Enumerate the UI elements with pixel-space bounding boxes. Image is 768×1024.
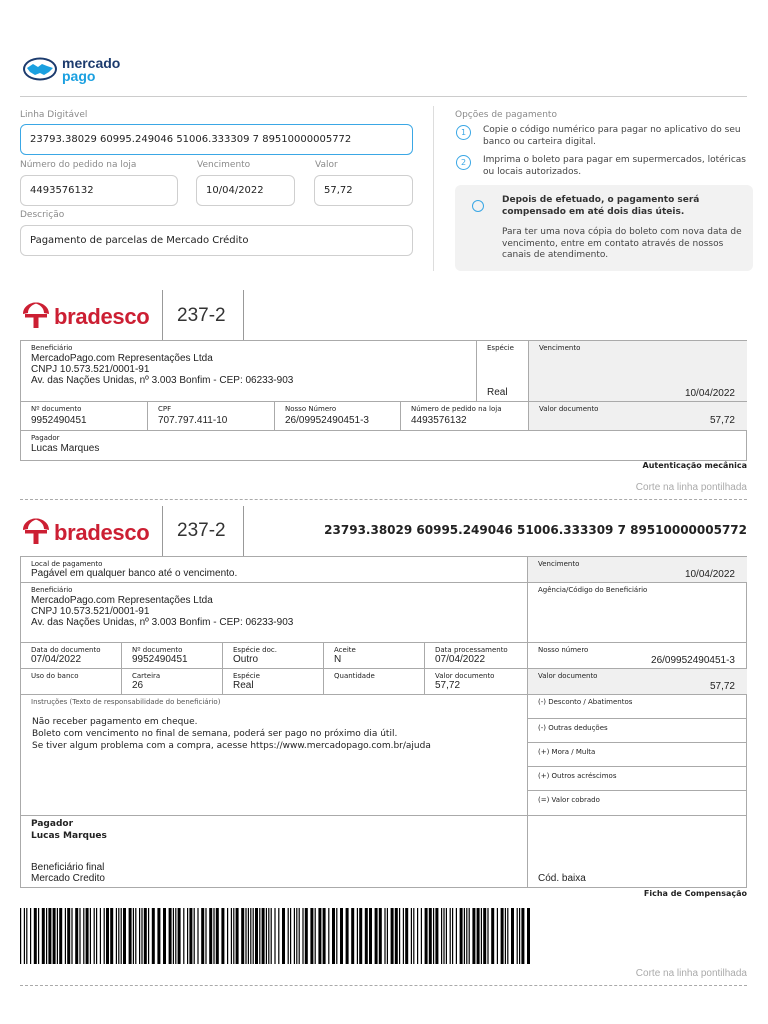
- mora-label: (+) Mora / Multa: [538, 748, 596, 756]
- especie-doc-label: Espécie doc.: [233, 646, 277, 654]
- mercado-pago-logo: [22, 54, 132, 86]
- ficha-vencimento-cell: [528, 557, 747, 583]
- acrescimos-label: (+) Outros acréscimos: [538, 772, 617, 780]
- ficha-nosso-value: 26/09952490451-3: [651, 655, 735, 666]
- bank-separator-right: [243, 290, 244, 341]
- data-doc-cell: [21, 643, 122, 669]
- especie-doc-cell: [223, 643, 324, 669]
- clock-icon: [472, 200, 484, 212]
- recibo-pagador-label: Pagador: [31, 434, 60, 442]
- corte-label-1: Corte na linha pontilhada: [635, 482, 747, 493]
- form-divider: [433, 106, 434, 271]
- aceite-cell: [324, 643, 425, 669]
- ficha-beneficiario-nome: MercadoPago.com Representações Ltda: [31, 595, 213, 606]
- cod-baixa-cell: [528, 816, 747, 888]
- ficha-table: [20, 556, 747, 888]
- header-divider: [20, 96, 747, 97]
- descricao-field[interactable]: [20, 225, 413, 256]
- data-proc-cell: [425, 643, 528, 669]
- data-doc-label: Data do documento: [31, 646, 101, 654]
- info-box: [455, 185, 753, 271]
- vencimento-field[interactable]: [196, 175, 295, 206]
- valor-label: Valor: [315, 160, 338, 170]
- recibo-table: [20, 340, 747, 461]
- descricao-value: Pagamento de parcelas de Mercado Crédito: [30, 235, 249, 246]
- desconto-cell: [528, 695, 747, 719]
- desconto-label: (-) Desconto / Abatimentos: [538, 698, 633, 706]
- corte-label-2: Corte na linha pontilhada: [635, 968, 747, 979]
- valor-cobrado-cell: [528, 791, 747, 816]
- agencia-label: Agência/Código do Beneficiário: [538, 586, 648, 594]
- ficha-beneficiario-cell: [21, 583, 528, 643]
- linha-digitavel-label: Linha Digitável: [20, 110, 88, 120]
- bradesco-tree-icon: [20, 516, 52, 546]
- data-proc-label: Data processamento: [435, 646, 508, 654]
- valor-cobrado-label: (=) Valor cobrado: [538, 796, 600, 804]
- info-bold-text: Depois de efetuado, o pagamento será compensado em até dois dias úteis.: [502, 195, 700, 217]
- carteira-cell: [122, 669, 223, 695]
- quantidade-label: Quantidade: [334, 672, 375, 680]
- ficha-nosso-label: Nosso número: [538, 646, 589, 654]
- recibo-ndoc-cell: [21, 402, 148, 431]
- valor-doc-cell: [425, 669, 528, 695]
- recibo-pedido-value: 4493576132: [411, 415, 467, 426]
- instrucoes-cell: [21, 695, 528, 816]
- ficha-ndoc-label: Nº documento: [132, 646, 183, 654]
- pedido-field[interactable]: [20, 175, 178, 206]
- nosso-value: 26/09952490451-3: [285, 415, 369, 426]
- cut-line-1: [20, 499, 747, 500]
- pedido-value: 4493576132: [30, 185, 94, 196]
- bank-code: 237-2: [177, 305, 226, 326]
- nosso-label: Nosso Número: [285, 405, 337, 413]
- info-text: Para ter uma nova cópia do boleto com nova data de vencimento, entre em contato através de nossos canais de atendimento.: [502, 227, 742, 260]
- valor-field[interactable]: [314, 175, 413, 206]
- ficha-especie-label: Espécie: [233, 672, 260, 680]
- pedido-label: Número do pedido na loja: [20, 160, 137, 170]
- descricao-label: Descrição: [20, 210, 65, 220]
- data-proc-value: 07/04/2022: [435, 654, 486, 665]
- bradesco-wordmark-ficha: bradesco: [54, 520, 150, 545]
- benef-final-value: Mercado Credito: [31, 873, 105, 884]
- especie-value: Real: [487, 387, 508, 398]
- recibo-pagador-value: Lucas Marques: [31, 443, 100, 454]
- linha-digitavel-value: 23793.38029 60995.249046 51006.333309 7 89510000005772: [30, 134, 352, 145]
- bradesco-wordmark: bradesco: [54, 304, 150, 329]
- recibo-vencimento-label: Vencimento: [539, 344, 581, 352]
- logo-text-mercado: mercado: [62, 55, 121, 71]
- recibo-valor-value: 57,72: [709, 415, 735, 426]
- cpf-value: 707.797.411-10: [158, 415, 228, 426]
- carteira-value: 26: [132, 680, 144, 691]
- ficha-beneficiario-label: Beneficiário: [31, 586, 73, 594]
- local-label: Local de pagamento: [31, 560, 103, 568]
- ficha-nosso-cell: [528, 643, 747, 669]
- linha-digitavel-field[interactable]: [20, 124, 413, 155]
- handshake-icon: [22, 56, 58, 82]
- beneficiario-cnpj: CNPJ 10.573.521/0001-91: [31, 364, 150, 375]
- bank-separator-left: [162, 290, 163, 341]
- ficha-especie-cell: [223, 669, 324, 695]
- valor-doc2-cell: [528, 669, 747, 695]
- bradesco-logo: [20, 300, 155, 334]
- options-title: Opções de pagamento: [455, 110, 557, 120]
- valor-doc2-label: Valor documento: [538, 672, 598, 680]
- beneficiario-endereco: Av. das Nações Unidas, nº 3.003 Bonfim - CEP: 06233-903: [31, 375, 294, 386]
- ficha-ndoc-cell: [122, 643, 223, 669]
- quantidade-cell: [324, 669, 425, 695]
- valor-doc-value: 57,72: [435, 680, 461, 691]
- especie-doc-value: Outro: [233, 654, 259, 665]
- valor-value: 57,72: [324, 185, 353, 196]
- agencia-cell: [528, 583, 747, 643]
- ficha-pagador-cell: [21, 816, 528, 888]
- recibo-pagador-cell: [21, 431, 747, 461]
- option-2-number: 2: [456, 155, 471, 170]
- ficha-vencimento-label: Vencimento: [538, 560, 580, 568]
- ficha-pagador-label: Pagador: [31, 819, 74, 829]
- instr-line-1: Não receber pagamento em cheque.: [32, 717, 198, 727]
- vencimento-value: 10/04/2022: [206, 185, 264, 196]
- recibo-pedido-cell: [401, 402, 529, 431]
- ficha-pagador-value: Lucas Marques: [31, 831, 107, 841]
- ficha-bank-code: 237-2: [177, 520, 226, 541]
- autenticacao-mecanica: Autenticação mecânica: [642, 461, 747, 470]
- recibo-valor-label: Valor documento: [539, 405, 599, 413]
- recibo-vencimento-value: 10/04/2022: [684, 388, 735, 399]
- beneficiario-label: Beneficiário: [31, 344, 73, 352]
- instr-line-2: Boleto com vencimento no final de semana, poderá ser pago no próximo dia útil.: [32, 729, 398, 739]
- benef-final-label: Beneficiário final: [31, 862, 105, 873]
- ficha-bank-separator-left: [162, 506, 163, 557]
- bradesco-logo-ficha: [20, 516, 155, 550]
- uso-banco-cell: [21, 669, 122, 695]
- bradesco-tree-icon: [20, 300, 52, 330]
- ndoc-value: 9952490451: [31, 415, 87, 426]
- beneficiario-nome: MercadoPago.com Representações Ltda: [31, 353, 213, 364]
- ficha-compensacao: Ficha de Compensação: [643, 889, 747, 898]
- local-pagamento-cell: [21, 557, 528, 583]
- valor-doc-label: Valor documento: [435, 672, 495, 680]
- option-1-number: 1: [456, 125, 471, 140]
- barcode: [20, 908, 534, 964]
- outras-deducoes-cell: [528, 719, 747, 743]
- ficha-linha-digitavel: 23793.38029 60995.249046 51006.333309 7 89510000005772: [324, 523, 747, 537]
- especie-label: Espécie: [487, 344, 514, 352]
- recibo-cpf-cell: [148, 402, 275, 431]
- vencimento-label: Vencimento: [197, 160, 251, 170]
- ficha-vencimento-value: 10/04/2022: [684, 569, 735, 580]
- carteira-label: Carteira: [132, 672, 161, 680]
- option-2-text: Imprima o boleto para pagar em supermercados, lotéricas ou locais autorizados.: [483, 155, 746, 177]
- recibo-especie-cell: [477, 341, 529, 402]
- option-1-text: Copie o código numérico para pagar no aplicativo do seu banco ou carteira digital.: [483, 125, 741, 147]
- ficha-ndoc-value: 9952490451: [132, 654, 188, 665]
- mora-cell: [528, 743, 747, 767]
- cod-baixa-label: Cód. baixa: [538, 873, 586, 884]
- outras-deducoes-label: (-) Outras deduções: [538, 724, 608, 732]
- aceite-label: Aceite: [334, 646, 356, 654]
- ficha-beneficiario-endereco: Av. das Nações Unidas, nº 3.003 Bonfim - CEP: 06233-903: [31, 617, 294, 628]
- ndoc-label: Nº documento: [31, 405, 82, 413]
- recibo-beneficiario-cell: [21, 341, 477, 402]
- recibo-nosso-cell: [275, 402, 401, 431]
- instr-label: Instruções (Texto de responsabilidade do beneficiário): [31, 698, 221, 706]
- valor-doc2-value: 57,72: [709, 681, 735, 692]
- data-doc-value: 07/04/2022: [31, 654, 82, 665]
- local-value: Pagável em qualquer banco até o vencimento.: [31, 568, 238, 579]
- cpf-label: CPF: [158, 405, 172, 413]
- uso-label: Uso do banco: [31, 672, 79, 680]
- acrescimos-cell: [528, 767, 747, 791]
- logo-text-pago: pago: [62, 68, 96, 84]
- ficha-beneficiario-cnpj: CNPJ 10.573.521/0001-91: [31, 606, 150, 617]
- cut-line-2: [20, 985, 747, 986]
- recibo-pedido-label: Número de pedido na loja: [411, 405, 502, 413]
- recibo-valor-cell: [529, 402, 747, 431]
- recibo-vencimento-cell: [529, 341, 747, 402]
- aceite-value: N: [334, 654, 342, 665]
- ficha-bank-separator-right: [243, 506, 244, 557]
- ficha-especie-value: Real: [233, 680, 254, 691]
- instr-line-3: Se tiver algum problema com a compra, acesse https://www.mercadopago.com.br/ajuda: [32, 741, 431, 751]
